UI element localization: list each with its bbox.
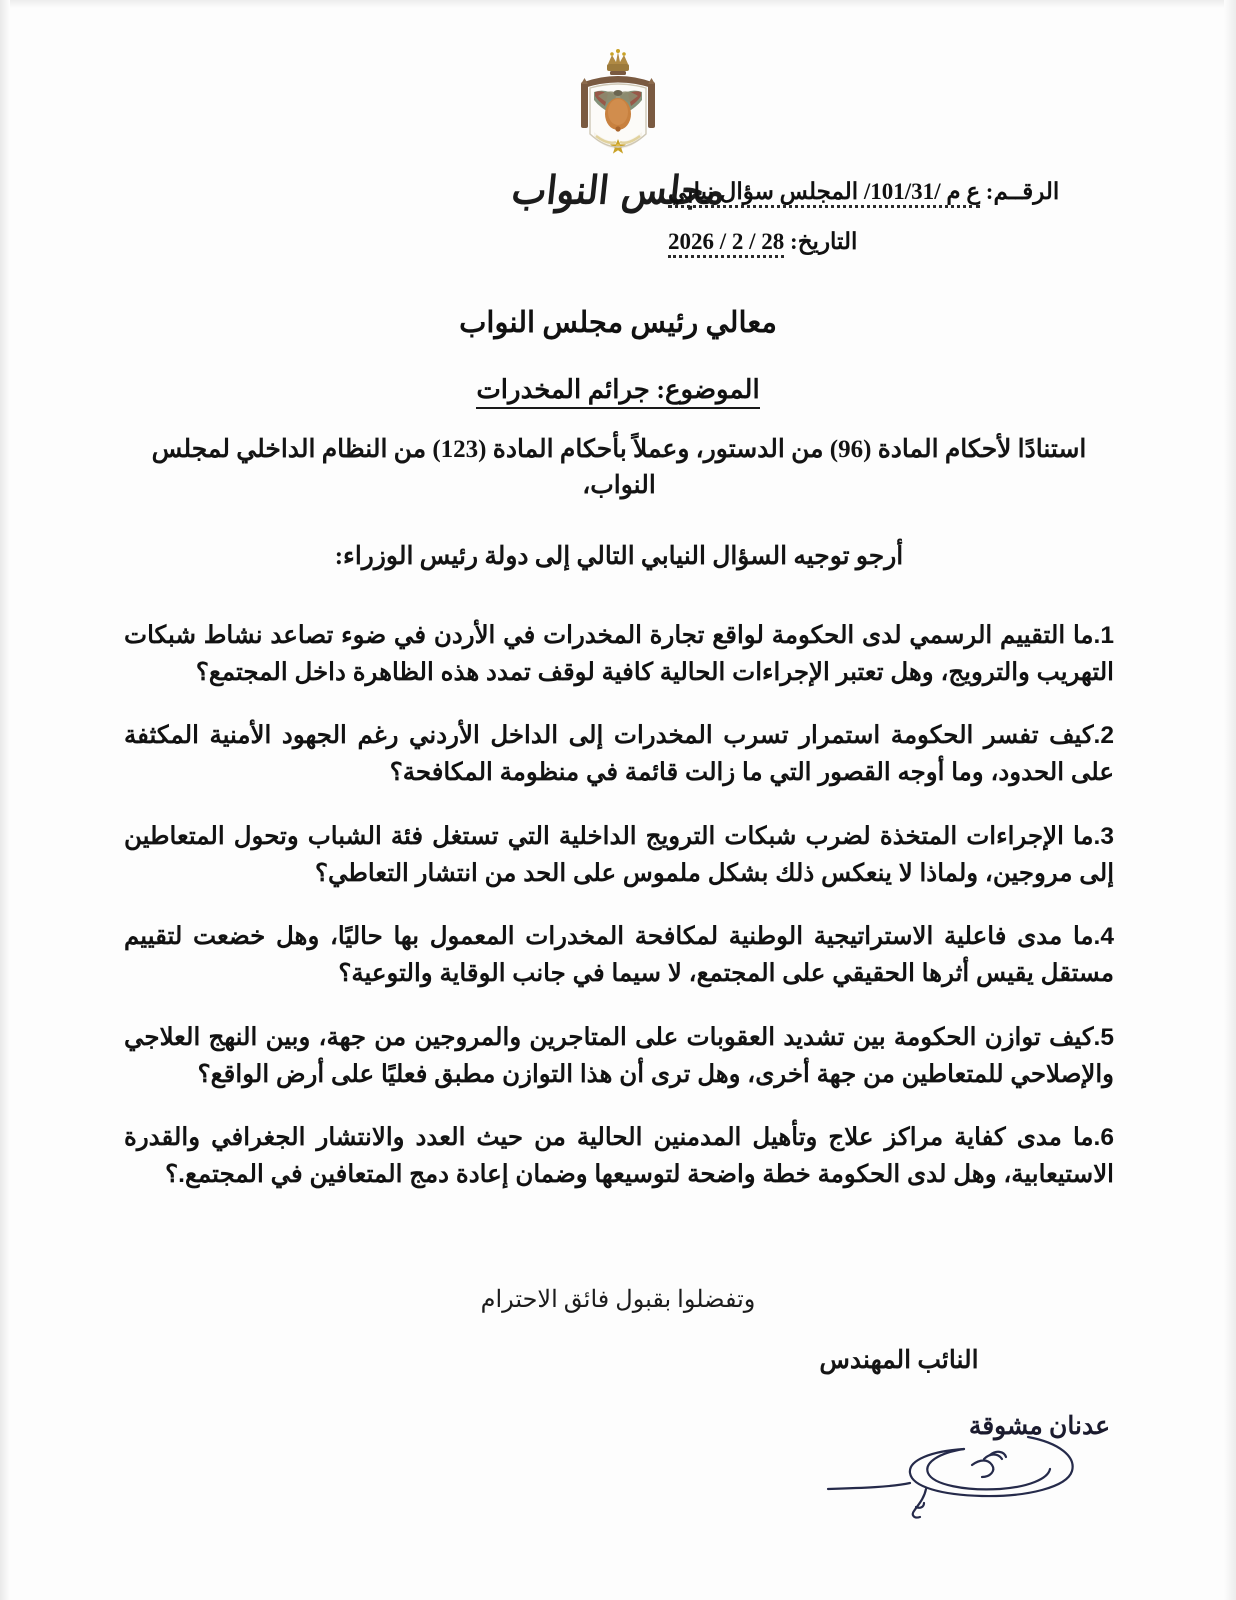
question-number: 5. <box>1093 1023 1114 1051</box>
date-line <box>668 229 1088 255</box>
scan-edge-left <box>0 0 10 1600</box>
letterhead <box>0 48 1236 183</box>
reference-number-label: الرقــم: <box>985 179 1060 204</box>
question-item <box>124 1019 1114 1093</box>
question-text: كيف توازن الحكومة بين تشديد العقوبات على المتاجرين والمروجين من جهة، وبين النهج العلاجي والإصلاحي للمتعاطين من جهة أخرى، وهل ترى أن هذا التوازن مطبق فعليًا على أرض الواقع؟ <box>124 1023 1114 1088</box>
closing-line: وتفضلوا بقبول فائق الاحترام <box>480 1287 756 1313</box>
question-text: ما مدى كفاية مراكز علاج وتأهيل المدمنين الحالية من حيث العدد والانتشار الجغرافي والقدرة الاستيعابية، وهل لدى الحكومة خطة واضحة لتوسيعها وضمان إعادة دمج المتعافين في المجتمع.؟ <box>124 1124 1114 1189</box>
letter-body <box>124 432 1114 1220</box>
question-text: ما التقييم الرسمي لدى الحكومة لواقع تجارة المخدرات في الأردن في ضوء تصاعد نشاط شبكات التهريب والترويج، وهل تعتبر الإجراءات الحالية كافية لوقف تمدد هذه الظاهرة داخل المجتمع؟ <box>124 621 1114 686</box>
reference-number-line <box>668 178 1088 207</box>
question-number: 1. <box>1093 621 1114 649</box>
question-number: 3. <box>1093 822 1114 850</box>
question-item <box>124 617 1114 691</box>
question-text: ما الإجراءات المتخذة لضرب شبكات الترويج الداخلية التي تستغل فئة الشباب وتحول المتعاطين إلى مروجين، ولماذا لا ينعكس ذلك بشكل ملموس على الحد من انتشار التعاطي؟ <box>124 822 1114 887</box>
question-number: 2. <box>1093 722 1114 750</box>
jordan-coat-of-arms-icon <box>554 48 682 178</box>
signatory-title: النائب المهندس <box>819 1347 979 1374</box>
question-text: ما مدى فاعلية الاستراتيجية الوطنية لمكافحة المخدرات المعمول بها حاليًا، وهل خضعت لتقييم مستقل يقيس أثرها الحقيقي على المجتمع، لا سيما في جانب الوقاية والتوعية؟ <box>124 923 1114 988</box>
question-text: كيف تفسر الحكومة استمرار تسرب المخدرات إلى الداخل الأردني رغم الجهود الأمنية المكثفة على الحدود، وما أوجه القصور التي ما زالت قائمة في منظومة المكافحة؟ <box>124 722 1114 787</box>
question-item <box>124 1119 1114 1193</box>
council-calligraphy-text: مجلس النواب <box>509 166 727 214</box>
date-label: التاريخ: <box>790 228 858 254</box>
preamble-paragraph: استنادًا لأحكام المادة (96) من الدستور، وعملاً بأحكام المادة (123) من النظام الداخلي لمجلس النواب، <box>151 436 1087 500</box>
question-number: 4. <box>1093 923 1114 951</box>
question-number: 6. <box>1093 1124 1114 1152</box>
signature-block <box>704 1345 1124 1440</box>
subject-line <box>0 375 1236 409</box>
reference-number-value: ع م /101/31/ المجلس سؤال نيابي <box>668 179 980 208</box>
signatory-name: عدنان مشوقة <box>968 1413 1110 1440</box>
handwritten-signature-icon <box>814 1403 1144 1533</box>
request-paragraph: أرجو توجيه السؤال النيابي التالي إلى دولة رئيس الوزراء: <box>334 542 904 570</box>
reference-block <box>668 178 1088 255</box>
questions-list <box>124 617 1114 1194</box>
scan-edge-right <box>1224 0 1236 1600</box>
question-item <box>124 918 1114 992</box>
salutation: معالي رئيس مجلس النواب <box>459 307 777 339</box>
subject-text: الموضوع: جرائم المخدرات <box>476 375 759 409</box>
scan-edge-top <box>0 0 1236 8</box>
question-item <box>124 818 1114 892</box>
question-item <box>124 717 1114 791</box>
date-value: 28 / 2 / 2026 <box>668 229 784 258</box>
